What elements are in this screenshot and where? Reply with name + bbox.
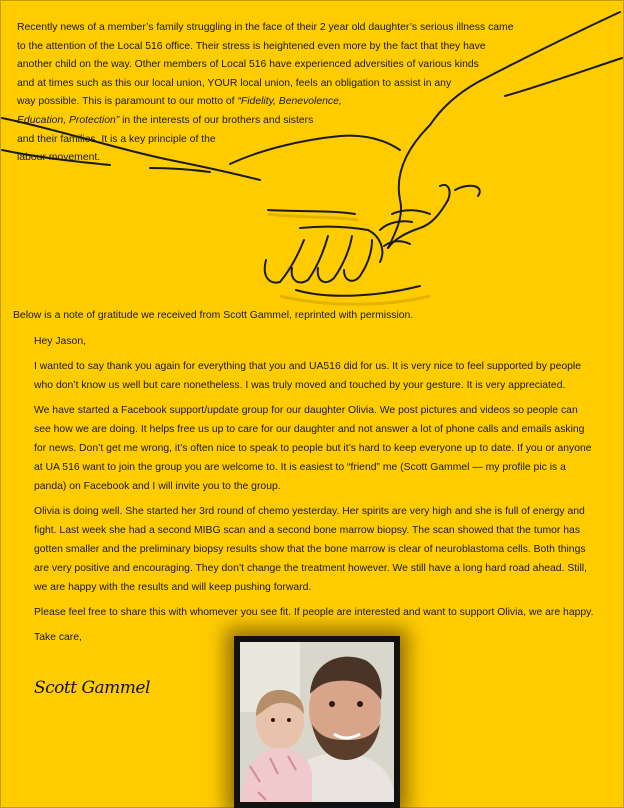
letter-greeting: Hey Jason, (34, 336, 86, 347)
intro-line: labour movement. (17, 152, 101, 164)
intro-after-motto: in the interests of our brothers and sisters (119, 114, 314, 126)
signature: Scott Gammel (34, 678, 150, 698)
intro-line: Recently news of a member’s family struggling in the face of their 2 year old daughter’s serious illness came (17, 22, 514, 33)
motto-part-1: “Fidelity, Benevolence, (237, 96, 342, 108)
letter-paragraph: I wanted to say thank you again for everything that you and UA516 did for us. It is very nice to feel supported by people who don’t know us well but care nonetheless. I was truly moved and touched by your gesture. It is very appreciated. (34, 361, 581, 391)
family-photo (234, 636, 400, 808)
intro-paragraph (17, 19, 577, 168)
letter-paragraph: Please feel free to share this with whomever you see fit. If people are interested and want to support Olivia, we are happy. (34, 607, 594, 618)
intro-line: to the attention of the Local 516 office. Their stress is heightened even more by the fact that they have (17, 40, 486, 52)
intro-line: and at times such as this our local union, YOUR local union, feels an obligation to assist in any (17, 77, 452, 89)
intro-line-motto-cont (17, 112, 577, 131)
intro-line: and their families. It is a key principle of the (17, 133, 216, 145)
intro-line: another child on the way. Other members of Local 516 have experienced adversities of various kinds (17, 59, 479, 71)
gratitude-letter (34, 332, 594, 653)
motto-part-2: Education, Protection” (17, 114, 120, 126)
letter-paragraph: Olivia is doing well. She started her 3rd round of chemo yesterday. Her spirits are very high and she is full of energy and fight. Last week she had a second MIBG scan and a second bone marrow biopsy. The scan showed that the tumor has gotten smaller and the preliminary biopsy results show that the bone marrow is clear of neuroblastoma cells. Both things are very positive and encouraging. They don’t change the treatment however. We still have a long hard road ahead. Still, we are happy with the results and will keep pushing forward. (34, 506, 587, 593)
father-daughter-photo-illustration (240, 642, 394, 802)
gratitude-lead-line: Below is a note of gratitude we received from Scott Gammel, reprinted with permission. (13, 310, 414, 321)
intro-line-motto (17, 93, 577, 112)
letter-paragraph: We have started a Facebook support/update group for our daughter Olivia. We post pictures and videos so people can see how we are doing. It helps free us up to care for our daughter and not answer a lot of phone calls and emails asking for news. Don’t get me wrong, it’s often nice to speak to people but it’s hard to keep everyone up to date. If you or anyone at UA 516 want to join the group you are welcome to. It is easiest to “friend” me (Scott Gammel — my profile pic is a panda) on Facebook and I will invite you to the group. (34, 405, 592, 492)
intro-line: way possible. This is paramount to our motto of (17, 96, 238, 108)
letter-closing: Take care, (34, 632, 82, 643)
